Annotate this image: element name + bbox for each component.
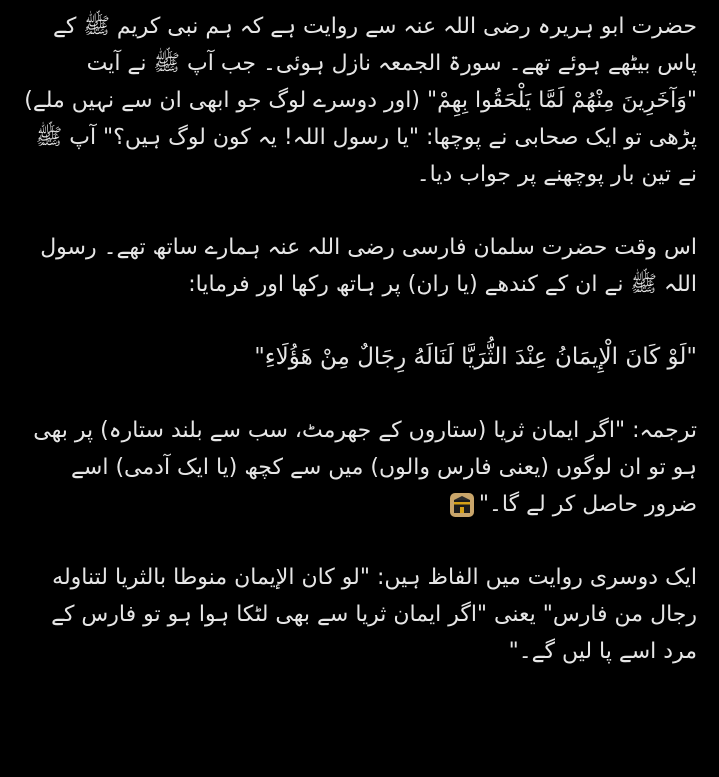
kaaba-icon (449, 492, 475, 518)
second-narration-paragraph: ایک دوسری روایت میں الفاظ ہیں: "لو كان الإيمان منوطا بالثريا لتناوله رجال من فارس" یعنی "اگر ایمان ثریا سے بھی لٹکا ہوا ہو تو فارس کے مرد اسے پا لیں گے۔" (51, 565, 697, 664)
hadith-narration-paragraph: حضرت ابو ہریرہ رضی اللہ عنہ سے روایت ہے کہ ہم نبی کریم ﷺ کے پاس بیٹھے ہوئے تھے۔ سورۃ الجمعہ نازل ہوئی۔ جب آپ ﷺ نے آیت "وَآخَرِينَ مِنْهُمْ لَمَّا يَلْحَقُوا بِهِمْ" (اور دوسرے لوگ جو ابھی ان سے نہیں ملے) پڑھی تو ایک صحابی نے پوچھا: "یا رسول اللہ! یہ کون لوگ ہیں؟" آپ ﷺ نے تین بار پوچھنے پر جواب دیا۔ (24, 14, 697, 187)
translation-paragraph (24, 412, 697, 523)
salman-farsi-paragraph: اس وقت حضرت سلمان فارسی رضی اللہ عنہ ہمارے ساتھ تھے۔ رسول اللہ ﷺ نے ان کے کندھے (یا ران) پر ہاتھ رکھا اور فرمایا: (40, 235, 697, 297)
arabic-hadith-quote: "لَوْ كَانَ الْإِيمَانُ عِنْدَ الثُّرَيَّا لَنَالَهُ رِجَالٌ مِنْ هَؤُلَاءِ" (254, 344, 697, 370)
translation-text: ترجمہ: "اگر ایمان ثریا (ستاروں کے جھرمٹ، سب سے بلند ستارہ) پر بھی ہو تو ان لوگوں (یعنی فارس والوں) میں سے کچھ (یا ایک آدمی) اسے ضرور حاصل کر لے گا۔" (33, 418, 697, 517)
article-text (24, 8, 697, 706)
